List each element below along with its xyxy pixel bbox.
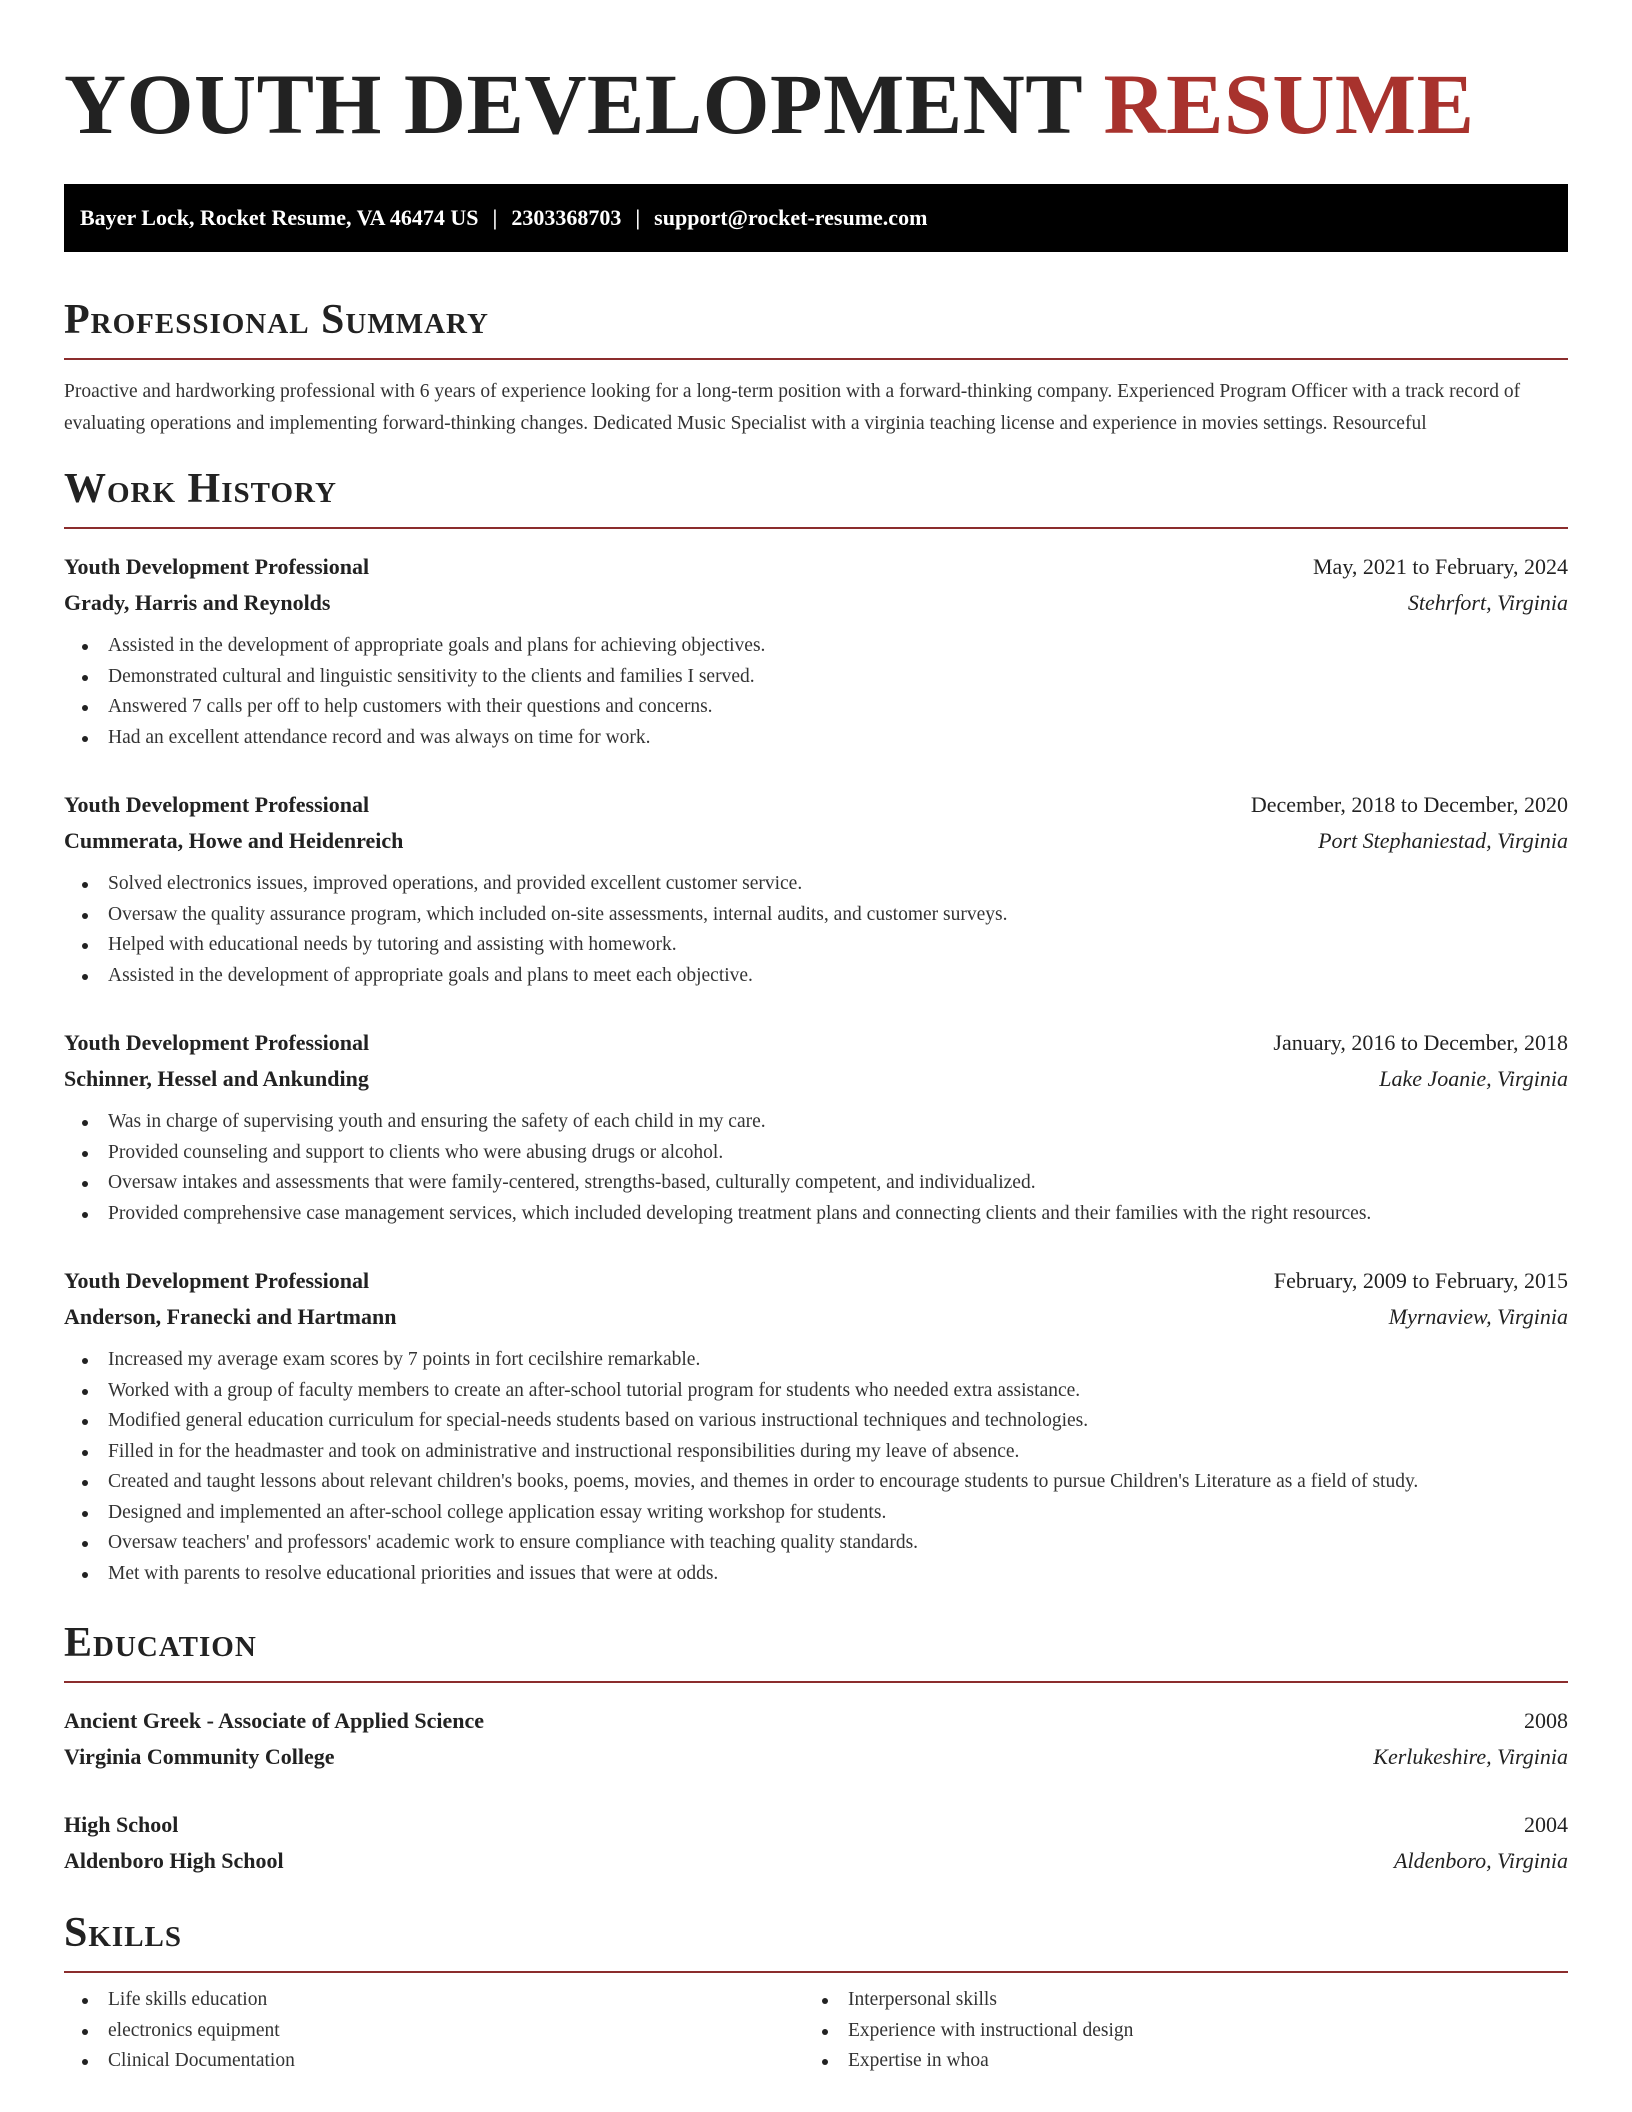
education-school-row bbox=[64, 1843, 1568, 1879]
job-bullet: Answered 7 calls per off to help customers with their questions and concerns. bbox=[64, 692, 1568, 723]
job-title-row bbox=[64, 1025, 1568, 1061]
job-bullet: Designed and implemented an after-school college application essay writing workshop for students. bbox=[64, 1498, 1568, 1529]
education-entry bbox=[64, 1703, 1568, 1775]
job-title: Youth Development Professional bbox=[64, 1268, 370, 1293]
job-title-row bbox=[64, 1263, 1568, 1299]
title-main: YOUTH DEVELOPMENT bbox=[64, 56, 1082, 152]
job-bullet: Met with parents to resolve educational priorities and issues that were at odds. bbox=[64, 1559, 1568, 1590]
job-company-row bbox=[64, 1061, 1568, 1097]
job-bullet: Modified general education curriculum for special-needs students based on various instructional techniques and technologies. bbox=[64, 1406, 1568, 1437]
job-entry bbox=[64, 787, 1568, 991]
skill-item: Interpersonal skills bbox=[804, 1985, 1544, 2016]
job-company: Schinner, Hessel and Ankunding bbox=[64, 1066, 369, 1091]
job-dates: February, 2009 to February, 2015 bbox=[1273, 1268, 1568, 1293]
job-bullets bbox=[64, 631, 1568, 753]
education-degree: High School bbox=[64, 1812, 179, 1837]
job-entry bbox=[64, 549, 1568, 753]
job-bullet: Provided counseling and support to clients who were abusing drugs or alcohol. bbox=[64, 1138, 1568, 1169]
skill-item: electronics equipment bbox=[64, 2016, 804, 2047]
skill-item: Expertise in whoa bbox=[804, 2046, 1544, 2077]
education-degree-row bbox=[64, 1807, 1568, 1843]
education-heading: Education bbox=[64, 1619, 1568, 1683]
skill-item: Experience with instructional design bbox=[804, 2016, 1544, 2047]
job-company: Grady, Harris and Reynolds bbox=[64, 590, 331, 615]
job-bullet: Oversaw the quality assurance program, which included on-site assessments, internal audits, and customer surveys. bbox=[64, 900, 1568, 931]
job-dates: May, 2021 to February, 2024 bbox=[1313, 554, 1568, 579]
job-title-row bbox=[64, 549, 1568, 585]
summary-text: Proactive and hardworking professional with 6 years of experience looking for a long-term position with a forward-thinking company. Experienced Program Officer with a track record of evaluating operations and implementing forward-thinking changes. Dedicated Music Specialist with a virginia teaching license and experience in movies settings. Resourceful bbox=[64, 381, 1521, 434]
contact-bar bbox=[64, 184, 1568, 252]
job-title: Youth Development Professional bbox=[64, 1030, 370, 1055]
job-bullets bbox=[64, 869, 1568, 991]
education-year: 2004 bbox=[1524, 1812, 1568, 1837]
contact-separator: | bbox=[492, 205, 498, 230]
job-bullets bbox=[64, 1345, 1568, 1589]
job-title: Youth Development Professional bbox=[64, 554, 370, 579]
job-company-row bbox=[64, 823, 1568, 859]
skills-heading: Skills bbox=[64, 1909, 1568, 1973]
skill-item: Life skills education bbox=[64, 1985, 804, 2016]
job-bullet: Had an excellent attendance record and was always on time for work. bbox=[64, 723, 1568, 754]
skills-list-right bbox=[804, 1985, 1544, 2077]
education-degree-row bbox=[64, 1703, 1568, 1739]
job-bullet: Worked with a group of faculty members to create an after-school tutorial program for students who needed extra assistance. bbox=[64, 1376, 1568, 1407]
education-school: Aldenboro High School bbox=[64, 1848, 284, 1873]
summary-section bbox=[64, 296, 1568, 439]
job-company: Cummerata, Howe and Heidenreich bbox=[64, 828, 404, 853]
job-company-row bbox=[64, 1299, 1568, 1335]
work-history-section bbox=[64, 465, 1568, 1589]
title-accent: RESUME bbox=[1103, 56, 1475, 152]
job-bullet: Assisted in the development of appropriate goals and plans for achieving objectives. bbox=[64, 631, 1568, 662]
contact-email[interactable]: support@rocket-resume.com bbox=[654, 205, 928, 230]
job-title: Youth Development Professional bbox=[64, 792, 370, 817]
job-bullet: Filled in for the headmaster and took on administrative and instructional responsibilities during my leave of absence. bbox=[64, 1437, 1568, 1468]
education-section bbox=[64, 1619, 1568, 1879]
job-bullet: Oversaw teachers' and professors' academic work to ensure compliance with teaching quality standards. bbox=[64, 1528, 1568, 1559]
job-bullet: Created and taught lessons about relevant children's books, poems, movies, and themes in order to encourage students to pursue Children's Literature as a field of study. bbox=[64, 1467, 1568, 1498]
job-location: Port Stephaniestad, Virginia bbox=[1318, 828, 1568, 853]
education-school: Virginia Community College bbox=[64, 1744, 335, 1769]
education-entry bbox=[64, 1807, 1568, 1879]
work-history-heading: Work History bbox=[64, 465, 1568, 529]
contact-phone[interactable]: 2303368703 bbox=[511, 205, 622, 230]
contact-separator: | bbox=[635, 205, 641, 230]
job-dates: December, 2018 to December, 2020 bbox=[1250, 792, 1568, 817]
education-school-row bbox=[64, 1739, 1568, 1775]
job-bullet: Oversaw intakes and assessments that were family-centered, strengths-based, culturally competent, and individualized. bbox=[64, 1168, 1568, 1199]
skills-list-left bbox=[64, 1985, 804, 2077]
job-location: Myrnaview, Virginia bbox=[1388, 1304, 1568, 1329]
skills-columns bbox=[64, 1985, 1568, 2077]
job-entry bbox=[64, 1025, 1568, 1229]
job-dates: January, 2016 to December, 2018 bbox=[1273, 1030, 1568, 1055]
job-bullet: Increased my average exam scores by 7 points in fort cecilshire remarkable. bbox=[64, 1345, 1568, 1376]
education-location: Aldenboro, Virginia bbox=[1394, 1848, 1568, 1873]
job-bullet: Demonstrated cultural and linguistic sensitivity to the clients and families I served. bbox=[64, 662, 1568, 693]
job-location: Stehrfort, Virginia bbox=[1407, 590, 1568, 615]
job-bullet: Solved electronics issues, improved operations, and provided excellent customer service. bbox=[64, 869, 1568, 900]
resume-page bbox=[64, 0, 1568, 2077]
job-bullet: Assisted in the development of appropriate goals and plans to meet each objective. bbox=[64, 961, 1568, 992]
summary-heading: Professional Summary bbox=[64, 296, 1568, 360]
job-bullets bbox=[64, 1107, 1568, 1229]
job-title-row bbox=[64, 787, 1568, 823]
job-bullet: Was in charge of supervising youth and ensuring the safety of each child in my care. bbox=[64, 1107, 1568, 1138]
education-degree: Ancient Greek - Associate of Applied Science bbox=[64, 1708, 484, 1733]
job-bullet: Helped with educational needs by tutoring and assisting with homework. bbox=[64, 930, 1568, 961]
job-company-row bbox=[64, 585, 1568, 621]
job-bullet: Provided comprehensive case management services, which included developing treatment plans and connecting clients and their families with the right resources. bbox=[64, 1199, 1568, 1230]
job-entry bbox=[64, 1263, 1568, 1589]
education-year: 2008 bbox=[1524, 1708, 1568, 1733]
contact-address: Bayer Lock, Rocket Resume, VA 46474 US bbox=[80, 205, 479, 230]
skills-section bbox=[64, 1909, 1568, 2077]
job-location: Lake Joanie, Virginia bbox=[1379, 1066, 1568, 1091]
skill-item: Clinical Documentation bbox=[64, 2046, 804, 2077]
education-location: Kerlukeshire, Virginia bbox=[1373, 1744, 1568, 1769]
resume-title bbox=[64, 58, 1568, 150]
job-company: Anderson, Franecki and Hartmann bbox=[64, 1304, 397, 1329]
